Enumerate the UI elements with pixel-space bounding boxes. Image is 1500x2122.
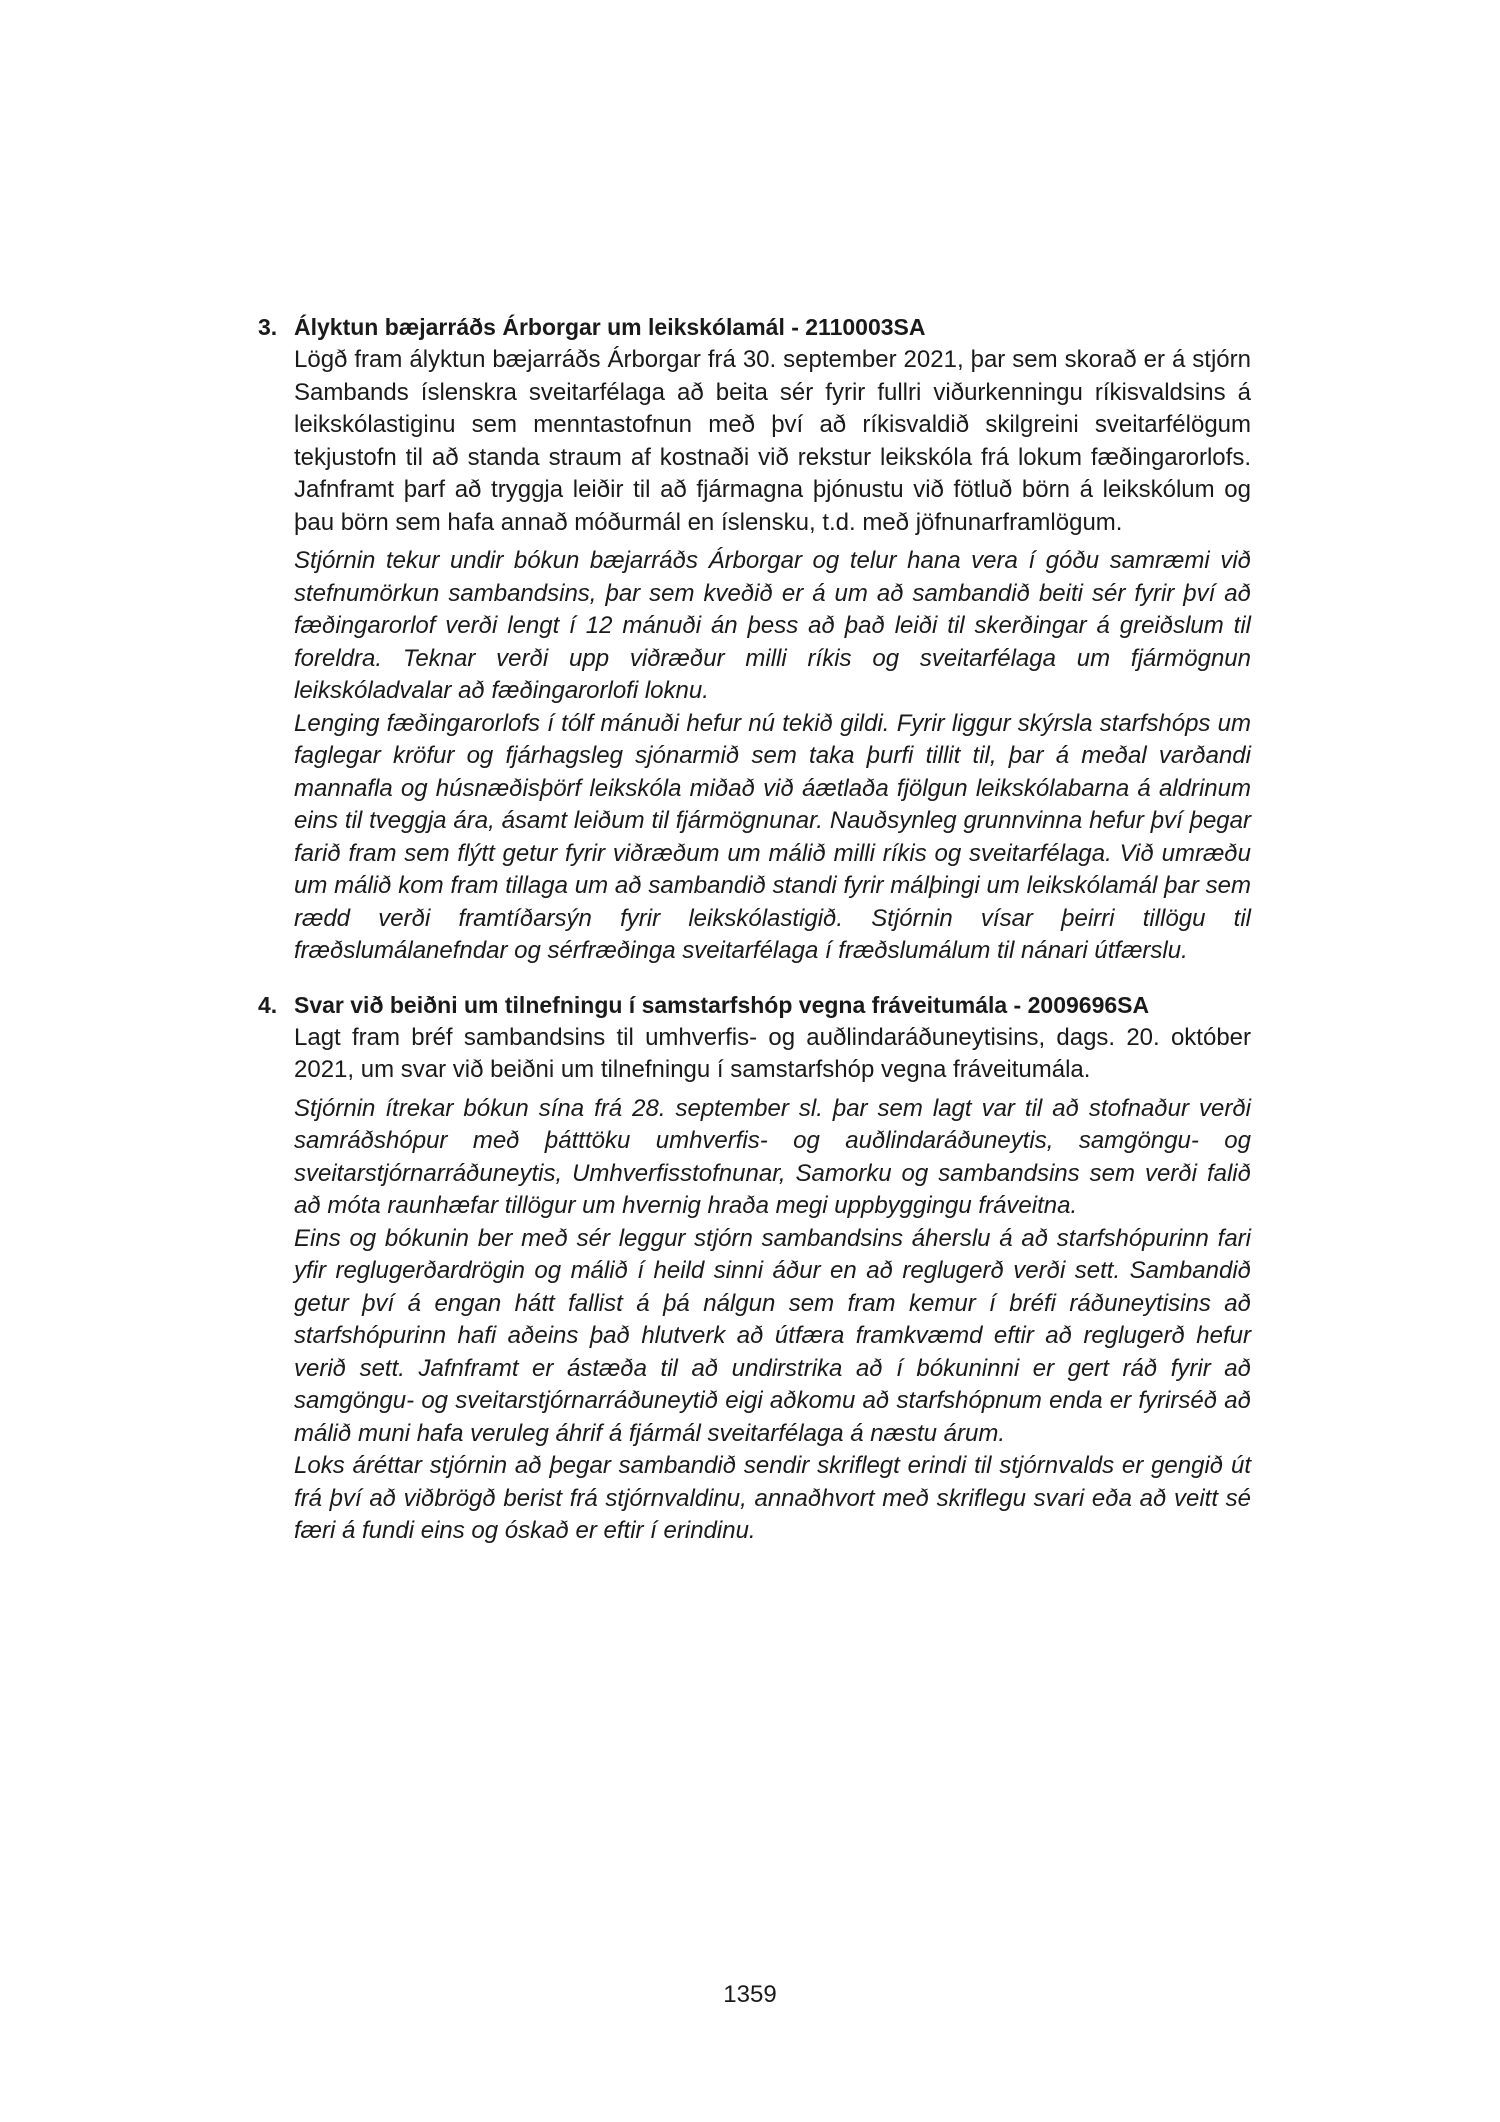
agenda-item-3 [258,310,1251,968]
item-title: Ályktun bæjarráðs Árborgar um leikskólamál - 2110003SA [294,314,926,340]
page-number: 1359 [723,1981,777,2008]
decision-paragraph: Eins og bókunin ber með sér leggur stjórn sambandsins áherslu á að starfshópurinn fari yfir reglugerðardrögin og málið í heild sinni áður en að reglugerð verði sett. Sambandið getur því á engan hátt fallist á þá nálgun sem fram kemur í bréfi ráðuneytisins að starfshópurinn hafi aðeins það hlutverk að útfæra framkvæmd eftir að reglugerð hefur verið sett. Jafnframt er ástæða til að undirstrika að í bókuninni er gert ráð fyrir að samgöngu- og sveitarstjórnarráðuneytið eigi aðkomu að starfshópnum enda er fyrirséð að málið muni hafa veruleg áhrif á fjármál sveitarfélaga á næstu árum. [294,1224,1251,1447]
item-number: 4. [258,991,278,1018]
decision-paragraph: Stjórnin tekur undir bókun bæjarráðs Árborgar og telur hana vera í góðu samræmi við stefnumörkun sambandsins, þar sem kveðið er á um að sambandið beiti sér fyrir því að fæðingarorlof verði lengt í 12 mánuði án þess að það leiði til skerðingar á greiðslum til foreldra. Teknar verði upp viðræður milli ríkis og sveitarfélaga um fjármögnun leikskóladvalar að fæðingarorlofi loknu. [294,547,1251,704]
item-body: Lögð fram ályktun bæjarráðs Árborgar frá 30. september 2021, þar sem skorað er á stjórn Sambands íslenskra sveitarfélaga að beita sér fyrir fullri viðurkenningu ríkisvaldsins á leikskólastiginu sem menntastofnun með því að ríkisvaldið skilgreini sveitarfélögum tekjustofn til að standa straum af kostnaði við rekstur leikskóla frá lokum fæðingarorlofs. Jafnframt þarf að tryggja leiðir til að fjármagna þjónustu við fötluð börn á leikskólum og þau börn sem hafa annað móðurmál en íslensku, t.d. með jöfnunarframlögum. [294,346,1251,536]
decision-paragraph: Lenging fæðingarorlofs í tólf mánuði hefur nú tekið gildi. Fyrir liggur skýrsla starfshóps um faglegar kröfur og fjárhagsleg sjónarmið sem taka þurfi tillit til, þar á meðal varðandi mannafla og húsnæðisþörf leikskóla miðað við áætlaða fjölgun leikskólabarna á aldrinum eins til tveggja ára, ásamt leiðum til fjármögnunar. Nauðsynleg grunnvinna hefur því þegar farið fram sem flýtt getur fyrir viðræðum um málið milli ríkis og sveitarfélaga. Við umræðu um málið kom fram tillaga um að sambandið standi fyrir málþingi um leikskólamál þar sem rædd verði framtíðarsýn fyrir leikskólastigið. Stjórnin vísar þeirri tillögu til fræðslumálanefndar og sérfræðinga sveitarfélaga í fræðslumálum til nánari útfærslu. [294,709,1251,964]
item-body: Lagt fram bréf sambandsins til umhverfis- og auðlindaráðuneytisins, dags. 20. október 2021, um svar við beiðni um tilnefningu í samstarfshóp vegna fráveitumála. [294,1023,1251,1083]
decision-paragraph: Loks áréttar stjórnin að þegar sambandið sendir skriflegt erindi til stjórnvalds er gengið út frá því að viðbrögð berist frá stjórnvaldinu, annaðhvort með skriflegu svari eða að veitt sé færi á fundi eins og óskað er eftir í erindinu. [294,1452,1251,1544]
decision-paragraph: Stjórnin ítrekar bókun sína frá 28. september sl. þar sem lagt var til að stofnaður verði samráðshópur með þátttöku umhverfis- og auðlindaráðuneytis, samgöngu- og sveitarstjórnarráðuneytis, Umhverfisstofnunar, Samorku og sambandsins sem verði falið að móta raunhæfar tillögur um hvernig hraða megi uppbyggingu fráveitna. [294,1094,1251,1219]
document-page [258,310,1251,1548]
item-title: Svar við beiðni um tilnefningu í samstarfshóp vegna fráveitumála - 2009696SA [294,991,1150,1018]
item-number: 3. [258,314,278,340]
agenda-item-4 [258,988,1251,1548]
